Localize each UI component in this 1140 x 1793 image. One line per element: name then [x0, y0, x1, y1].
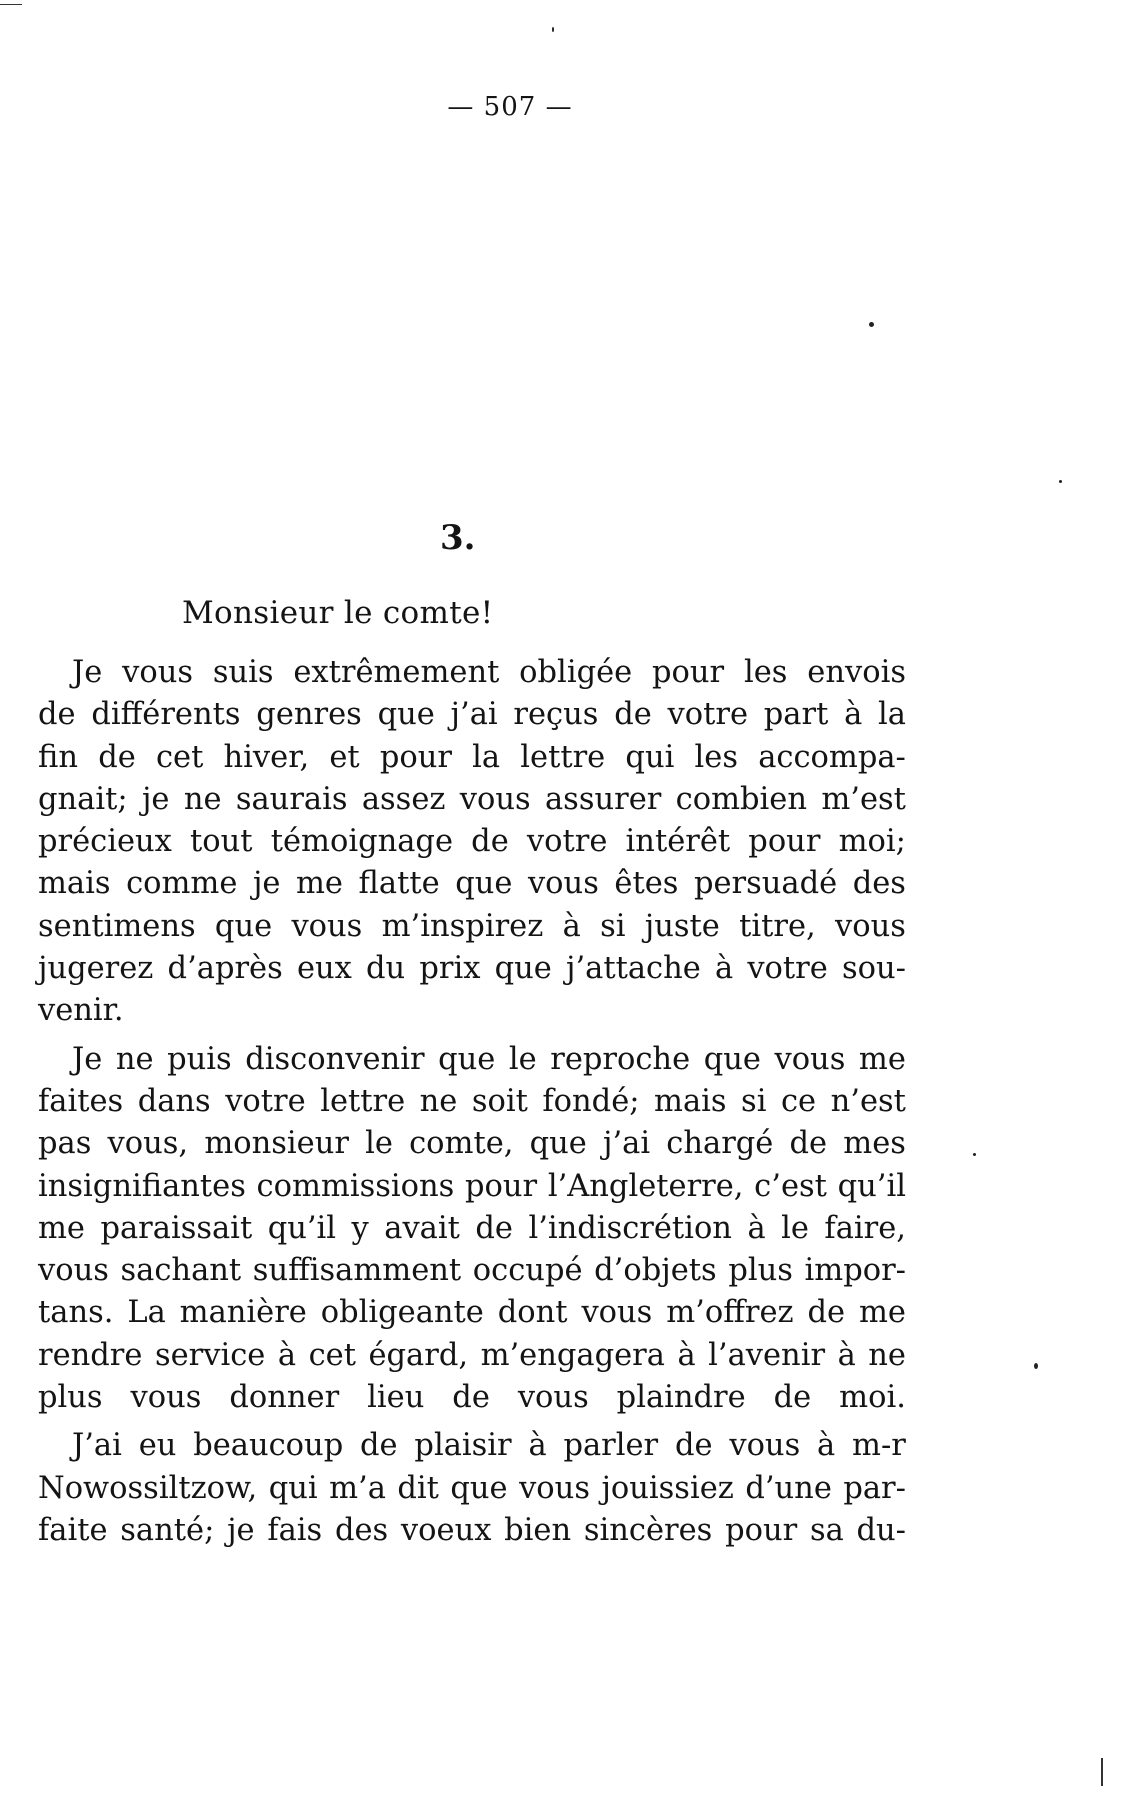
- word: assurer: [544, 781, 662, 817]
- text-line: [38, 990, 906, 1032]
- paragraph: [38, 1425, 906, 1552]
- word: La: [127, 1295, 166, 1331]
- word: vous: [517, 1380, 589, 1416]
- word: ne: [183, 781, 222, 817]
- text-line: [38, 863, 906, 905]
- word: de: [807, 1295, 846, 1331]
- word: à: [817, 1428, 836, 1464]
- word: donner: [229, 1380, 340, 1416]
- word: suffisamment: [252, 1253, 462, 1289]
- word: moi;: [838, 824, 906, 860]
- word: vous: [519, 1470, 590, 1506]
- word: jouissiez: [601, 1470, 734, 1506]
- word: par-: [843, 1470, 906, 1506]
- word: vous: [527, 866, 599, 902]
- word: tans.: [38, 1295, 114, 1331]
- word: pour: [465, 1168, 538, 1204]
- word: accompa-: [758, 739, 906, 775]
- word: plaisir: [414, 1428, 512, 1464]
- word: me: [296, 866, 343, 902]
- word: puis: [167, 1041, 232, 1077]
- word: que: [703, 1041, 761, 1077]
- word: l’indiscrétion: [528, 1210, 732, 1246]
- word: envois: [807, 655, 906, 690]
- word: votre: [747, 951, 828, 987]
- word: du: [366, 951, 406, 987]
- word: juste: [644, 908, 720, 944]
- text-line: [38, 1123, 906, 1165]
- word: Je: [72, 655, 103, 690]
- word: chargé: [666, 1126, 774, 1162]
- word: sincères: [583, 1512, 713, 1548]
- word: me: [858, 1041, 906, 1077]
- word: d’une: [745, 1470, 832, 1506]
- word: d’objets: [594, 1253, 717, 1289]
- word: que: [450, 1470, 508, 1506]
- word: soit: [471, 1083, 528, 1119]
- word: ce: [780, 1083, 817, 1119]
- letter-body: [38, 652, 906, 1552]
- word: me: [858, 1295, 906, 1331]
- word: J’ai: [72, 1428, 122, 1464]
- word: faite: [38, 1512, 108, 1548]
- word: qu’il: [837, 1168, 906, 1204]
- word: fondé;: [542, 1083, 640, 1119]
- word: du-: [856, 1512, 906, 1548]
- page-number: — 507 —: [447, 92, 573, 122]
- word: bien: [504, 1512, 572, 1548]
- word: j’ai: [603, 1126, 651, 1162]
- word: le: [365, 1126, 393, 1162]
- word: flatte: [358, 866, 440, 902]
- word: la: [472, 739, 501, 775]
- word: l’Angleterre,: [547, 1168, 744, 1204]
- word: cet: [155, 739, 204, 775]
- word: occupé: [472, 1253, 583, 1289]
- word: venir.: [38, 993, 124, 1029]
- word: mais: [38, 866, 111, 902]
- word: lettre: [320, 1083, 406, 1119]
- text-line: [38, 779, 906, 821]
- word: santé;: [120, 1512, 215, 1548]
- word: pour: [379, 739, 452, 775]
- word: de: [674, 1428, 713, 1464]
- salutation: Monsieur le comte!: [182, 595, 494, 631]
- word: intérêt: [625, 824, 731, 860]
- word: dans: [137, 1083, 211, 1119]
- word: me: [38, 1210, 85, 1246]
- word: comte,: [409, 1126, 514, 1162]
- word: obligée: [519, 655, 633, 690]
- word: sou-: [841, 951, 906, 987]
- word: vous: [581, 1295, 653, 1331]
- scan-speck: [1034, 1363, 1038, 1369]
- letter-number: 3.: [440, 518, 476, 558]
- word: à: [562, 908, 581, 944]
- text-line: [38, 906, 906, 948]
- word: insignifiantes: [38, 1168, 246, 1204]
- word: la: [878, 697, 906, 733]
- word: jugerez: [38, 951, 154, 987]
- word: à: [714, 951, 734, 987]
- word: que: [438, 1041, 496, 1077]
- word: précieux: [38, 824, 172, 860]
- text-line: [38, 1510, 906, 1552]
- text-line: [38, 1250, 906, 1292]
- scan-edge-mark: [1101, 1758, 1103, 1786]
- word: monsieur: [204, 1126, 349, 1162]
- word: m-r: [852, 1428, 906, 1464]
- word: que: [377, 697, 435, 733]
- word: lieu: [367, 1380, 425, 1416]
- word: je: [141, 781, 170, 817]
- word: parler: [563, 1428, 659, 1464]
- word: je: [252, 866, 281, 902]
- word: fin: [38, 739, 78, 775]
- word: à: [677, 1337, 696, 1373]
- word: Nowossiltzow,: [38, 1470, 258, 1506]
- word: m’inspirez: [381, 908, 544, 944]
- text-line: [38, 694, 906, 736]
- word: plaindre: [616, 1380, 746, 1416]
- word: d’après: [167, 951, 283, 987]
- text-line: [38, 1292, 906, 1334]
- word: cet: [308, 1337, 356, 1373]
- word: le: [508, 1041, 537, 1077]
- word: m’engagera: [480, 1337, 665, 1373]
- word: vous: [291, 908, 363, 944]
- word: témoignage: [270, 824, 454, 860]
- word: obligeante: [320, 1295, 484, 1331]
- word: égard,: [368, 1337, 469, 1373]
- word: plus: [728, 1253, 793, 1289]
- text-line: [38, 1377, 906, 1419]
- word: service: [154, 1337, 266, 1373]
- scan-speck: [973, 1153, 976, 1156]
- word: prix: [419, 951, 481, 987]
- word: saurais: [235, 781, 348, 817]
- word: votre: [526, 824, 608, 860]
- word: n’est: [830, 1083, 906, 1119]
- word: qui: [268, 1470, 318, 1506]
- word: sentimens: [38, 908, 196, 944]
- word: pour: [725, 1512, 798, 1548]
- word: paraissait: [100, 1210, 253, 1246]
- word: assez: [361, 781, 446, 817]
- word: je: [227, 1512, 255, 1548]
- word: reproche: [550, 1041, 691, 1077]
- word: que: [455, 866, 513, 902]
- word: ne: [419, 1083, 458, 1119]
- word: eu: [138, 1428, 177, 1464]
- word: votre: [225, 1083, 306, 1119]
- word: gnait;: [38, 781, 128, 817]
- word: beaucoup: [193, 1428, 344, 1464]
- word: que: [214, 908, 273, 944]
- word: à: [747, 1210, 766, 1246]
- word: combien: [675, 781, 807, 817]
- scan-speck: [1059, 480, 1062, 483]
- word: manière: [179, 1295, 307, 1331]
- word: si: [741, 1083, 767, 1119]
- word: dont: [497, 1295, 568, 1331]
- scan-speck: [869, 322, 874, 327]
- word: pas: [38, 1126, 92, 1162]
- text-line: [38, 652, 906, 694]
- word: sa: [809, 1512, 844, 1548]
- word: avait: [384, 1210, 460, 1246]
- word: qui: [625, 739, 675, 775]
- word: comme: [126, 866, 238, 902]
- word: hiver,: [223, 739, 310, 775]
- word: m’est: [821, 781, 906, 817]
- text-line: [38, 948, 906, 990]
- word: de: [452, 1380, 490, 1416]
- text-line: [38, 1039, 906, 1081]
- word: commissions: [256, 1168, 455, 1204]
- word: qu’il: [267, 1210, 337, 1246]
- word: de: [789, 1126, 828, 1162]
- word: genres: [256, 697, 362, 733]
- word: des: [334, 1512, 389, 1548]
- word: de: [773, 1380, 812, 1416]
- word: de: [98, 739, 136, 775]
- word: j’attache: [565, 951, 701, 987]
- scan-speck: [552, 27, 554, 32]
- paragraph: [38, 652, 906, 1033]
- word: de: [38, 697, 76, 733]
- word: vous: [130, 1380, 202, 1416]
- word: j’ai: [450, 697, 498, 733]
- word: disconvenir: [245, 1041, 425, 1077]
- word: y: [351, 1210, 369, 1246]
- word: titre,: [739, 908, 816, 944]
- word: sachant: [120, 1253, 242, 1289]
- word: suis: [212, 655, 274, 690]
- word: de: [471, 824, 509, 860]
- word: des: [852, 866, 906, 902]
- word: faites: [38, 1083, 124, 1119]
- text-line: [38, 1468, 906, 1510]
- word: tout: [190, 824, 253, 860]
- text-line: [38, 1208, 906, 1250]
- word: faire,: [824, 1210, 906, 1246]
- word: m’offrez: [666, 1295, 794, 1331]
- text-line: [38, 1335, 906, 1377]
- text-line: [38, 1166, 906, 1208]
- text-line: [38, 737, 906, 779]
- word: lettre: [520, 739, 606, 775]
- word: à: [844, 697, 863, 733]
- word: rendre: [38, 1337, 143, 1373]
- word: que: [529, 1126, 587, 1162]
- word: c’est: [754, 1168, 827, 1204]
- text-line: [38, 1425, 906, 1467]
- word: les: [694, 739, 739, 775]
- word: votre: [667, 697, 749, 733]
- text-line: [38, 1081, 906, 1123]
- word: de: [360, 1428, 398, 1464]
- scan-edge-mark: [0, 4, 22, 5]
- word: à: [277, 1337, 297, 1373]
- word: reçus: [513, 697, 599, 733]
- word: à: [528, 1428, 547, 1464]
- word: part: [763, 697, 829, 733]
- word: moi.: [839, 1380, 906, 1416]
- word: vous: [729, 1428, 801, 1464]
- word: voeux: [400, 1512, 492, 1548]
- word: Je: [72, 1041, 103, 1077]
- word: pour: [748, 824, 821, 860]
- word: l’avenir: [708, 1337, 826, 1373]
- word: vous: [38, 1253, 109, 1289]
- paragraph: [38, 1039, 906, 1420]
- word: ne: [868, 1337, 906, 1373]
- word: persuadé: [693, 866, 838, 902]
- word: êtes: [614, 866, 679, 902]
- text-line: [38, 821, 906, 863]
- word: pour: [652, 655, 725, 690]
- word: extrêmement: [293, 655, 500, 690]
- word: que: [494, 951, 552, 987]
- word: différents: [91, 697, 241, 733]
- word: à: [837, 1337, 856, 1373]
- word: mes: [843, 1126, 906, 1162]
- word: le: [781, 1210, 809, 1246]
- word: impor-: [804, 1253, 906, 1289]
- word: vous,: [107, 1126, 189, 1162]
- word: ne: [115, 1041, 154, 1077]
- word: plus: [38, 1380, 103, 1416]
- word: fais: [267, 1512, 323, 1548]
- word: vous: [835, 908, 906, 944]
- word: vous: [774, 1041, 846, 1077]
- word: vous: [459, 781, 531, 817]
- word: eux: [296, 951, 352, 987]
- word: les: [743, 655, 788, 690]
- word: mais: [654, 1083, 727, 1119]
- word: m’a: [329, 1470, 386, 1506]
- word: dit: [397, 1470, 439, 1506]
- word: de: [614, 697, 652, 733]
- word: et: [329, 739, 360, 775]
- word: vous: [122, 655, 193, 690]
- word: de: [475, 1210, 513, 1246]
- word: si: [600, 908, 626, 944]
